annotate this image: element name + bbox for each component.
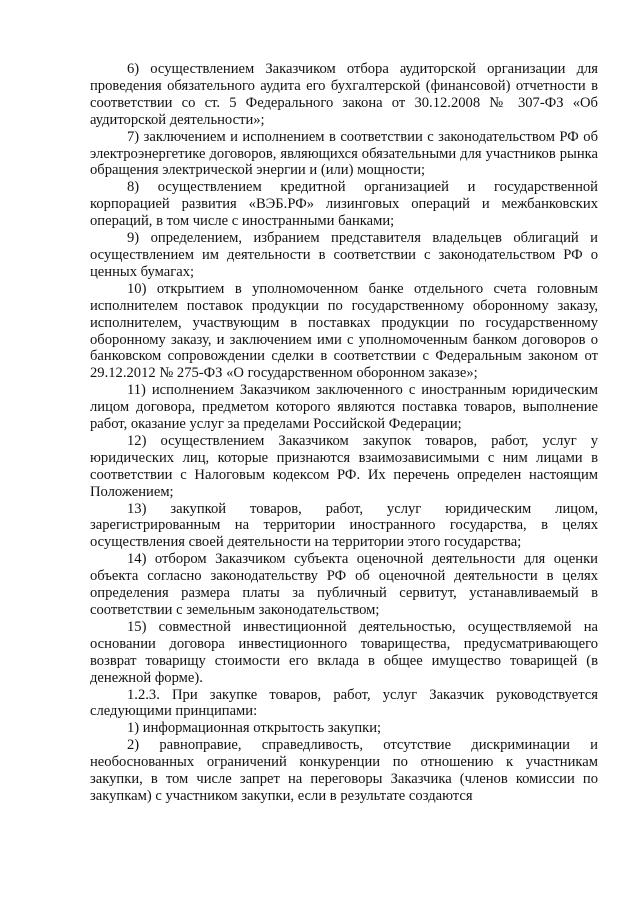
paragraph-item-15: 15) совместной инвестиционной деятельностью, осуществляемой на основании договора инвестиционного товарищества, предусматривающего возврат товарищу стоимости его вклада в общее имущество товарищей (в денежной форме). xyxy=(90,618,598,686)
paragraph-item-8: 8) осуществлением кредитной организацией и государственной корпорацией развития «ВЭБ.РФ» лизинговых операций и межбанковских операций, в том числе с иностранными банками; xyxy=(90,179,598,230)
paragraph-item-7: 7) заключением и исполнением в соответствии с законодательством РФ об электроэнергетике договоров, являющихся обязательными для участников рынка обращения электрической энергии и (или) мощности; xyxy=(90,128,598,179)
document-body xyxy=(90,61,598,805)
paragraph-item-6: 6) осуществлением Заказчиком отбора аудиторской организации для проведения обязательного аудита его бухгалтерской (финансовой) отчетности в соответствии со ст. 5 Федерального закона от 30.12.2008 № 307-ФЗ «Об аудиторской деятельности»; xyxy=(90,61,598,128)
principle-item-2: 2) равноправие, справедливость, отсутствие дискриминации и необоснованных ограничений конкуренции по отношению к участникам закупки, в том числе запрет на переговоры Заказчика (членов комиссии по закупкам) с участником закупки, если в результате создаются xyxy=(90,737,598,804)
paragraph-item-9: 9) определением, избранием представителя владельцев облигаций и осуществлением им деятельности в соответствии с законодательством РФ о ценных бумагах; xyxy=(90,230,598,280)
section-1-2-3: 1.2.3. При закупке товаров, работ, услуг Заказчик руководствуется следующими принципами: xyxy=(90,686,598,720)
paragraph-item-14: 14) отбором Заказчиком субъекта оценочной деятельности для оценки объекта согласно законодательству РФ об оценочной деятельности в целях определения размера платы за публичный сервитут, устанавливаемый в соответствии с земельным законодательством; xyxy=(90,551,598,618)
paragraph-item-11: 11) исполнением Заказчиком заключенного с иностранным юридическим лицом договора, предметом которого являются поставка товаров, выполнение работ, оказание услуг за пределами Российской Федерации; xyxy=(90,382,598,433)
paragraph-item-12: 12) осуществлением Заказчиком закупок товаров, работ, услуг у юридических лиц, которые признаются взаимозависимыми с ним лицами в соответствии с Налоговым кодексом РФ. Их перечень определен настоящим Положением; xyxy=(90,432,598,500)
paragraph-item-10: 10) открытием в уполномоченном банке отдельного счета головным исполнителем поставок продукции по государственному оборонному заказу, исполнителем, участвующим в поставках продукции по государственному оборонному заказу, и заключением ими с уполномоченным банком договоров о банковском сопровождении сделки в соответствии с Федеральным законом от 29.12.2012 № 275-ФЗ «О государственном оборонном заказе»; xyxy=(90,280,598,382)
paragraph-item-13: 13) закупкой товаров, работ, услуг юридическим лицом, зарегистрированным на территории иностранного государства, в целях осуществления своей деятельности на территории этого государства; xyxy=(90,500,598,551)
principle-item-1: 1) информационная открытость закупки; xyxy=(127,720,382,737)
